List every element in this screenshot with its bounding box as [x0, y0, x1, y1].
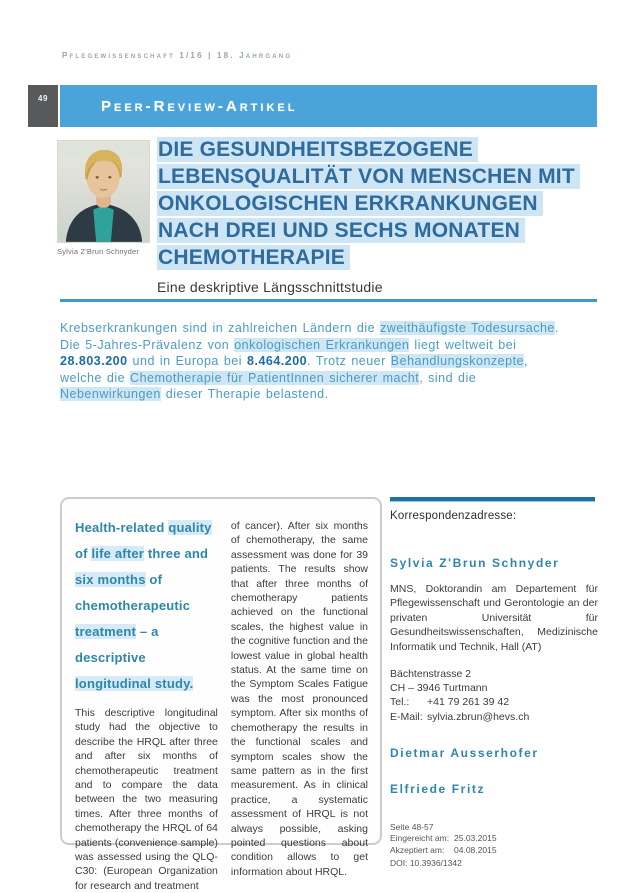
email-label: E-Mail:	[390, 710, 423, 723]
address-line-street: Bächtenstrasse 2	[390, 668, 472, 681]
submitted-label: Eingereicht am:	[390, 833, 450, 844]
author-photo-caption: Sylvia Z'Brun Schnyder	[57, 247, 140, 256]
page-number: 49	[38, 94, 48, 103]
page-number-box	[28, 85, 58, 127]
teal-divider	[60, 299, 597, 302]
correspondence-label: Korrespondenzadresse:	[390, 510, 517, 522]
article-title: DIE GESUNDHEITSBEZOGENE LEBENSQUALITÄT VON MENSCHEN MIT ONKOLOGISCHEN ERKRANKUNGEN NACH DREI UND SECHS MONATEN CHEMOTHERAPIE	[157, 136, 595, 271]
correspondence-address	[390, 667, 598, 724]
coauthor-name-1: Dietmar Ausserhofer	[390, 745, 539, 760]
article-subtitle: Eine deskriptive Längsschnittstudie	[157, 279, 383, 295]
english-abstract-column-2	[230, 515, 368, 878]
meta-pages: Seite 48-57	[390, 821, 434, 832]
english-abstract-column-1	[75, 515, 218, 892]
section-banner	[60, 85, 597, 127]
english-abstract-text-2: of cancer). After six months of chemotherapy, the same assessment was done for 39 patients. The results show that after three months of chemotherapy patients achieved on the functional scales, the highest value in the cognitive function and the lowest value in global health status. At the same time on the Symptom Scales Fatigue was the most pronounced symptom. After six months of chemotherapy the results in the functional scales and symptom scales show the same pattern as in the first measurement. As in clinical practice, a systematic assessment of HRQL is not always possible, asking pointed questions about condition allows to get information about HRQL.	[230, 520, 368, 878]
english-abstract-text-1: This descriptive longitudinal study had the objective to describe the HRQL after three and after six months of chemotherapeutic treatment and to compare the data between the two measuring times. After three months of chemotherapy the HRQL of 64 patients (convenience sample) was assessed using the QLQ-C30: (European Organization for research and treatment	[75, 707, 218, 892]
coauthor-name-2: Elfriede Fritz	[390, 781, 486, 796]
correspondence-section	[390, 497, 598, 870]
email-value: sylvia.zbrun@hevs.ch	[427, 710, 530, 723]
english-abstract-title: Health-related quality of life after three and six months of chemotherapeutic treatment – a descriptive longitudinal study.	[75, 520, 212, 691]
english-abstract-box	[60, 497, 382, 892]
title-block	[157, 136, 595, 295]
german-abstract: Krebserkrankungen sind in zahlreichen Ländern die zweithäufigste Todesursache. Die 5-Jahres-Prävalenz von onkologischen Erkrankungen liegt weltweit bei 28.803.200 und in Europa bei 8.464.200. Trotz neuer Behandlungskonzepte, welche die Chemotherapie für PatientInnen sicherer macht, sind die Nebenwirkungen dieser Therapie belastend.	[60, 321, 559, 401]
portrait-photo	[57, 140, 150, 243]
accepted-label: Akzeptiert am:	[390, 844, 445, 855]
address-line-city: CH – 3946 Turtmann	[390, 682, 488, 695]
phone-value: +41 79 261 39 42	[427, 696, 510, 709]
contact-row-email	[390, 710, 598, 724]
author-photo-block	[57, 140, 150, 256]
meta-accepted	[390, 845, 598, 857]
meta-submitted	[390, 833, 598, 845]
submitted-date: 25.03.2015	[454, 833, 497, 844]
journal-header: Pflegewissenschaft 1/16 | 18. Jahrgang	[62, 51, 293, 60]
contact-row-phone	[390, 695, 598, 709]
section-banner-label: Peer-Review-Artikel	[101, 97, 298, 115]
correspondence-author-name: Sylvia Z'Brun Schnyder	[390, 556, 560, 570]
article-meta	[390, 822, 598, 870]
meta-doi: DOI: 10.3936/1342	[390, 858, 462, 869]
accepted-date: 04.08.2015	[454, 844, 497, 855]
correspondence-top-bar	[390, 497, 595, 502]
correspondence-affiliation: MNS, Doktorandin am Departement für Pflegewissenschaft und Gerontologie an der privaten Universität für Gesundheitswissenschaften, Medizinische Informatik und Technik, Hall (AT)	[390, 583, 598, 653]
phone-label: Tel.:	[390, 696, 410, 709]
